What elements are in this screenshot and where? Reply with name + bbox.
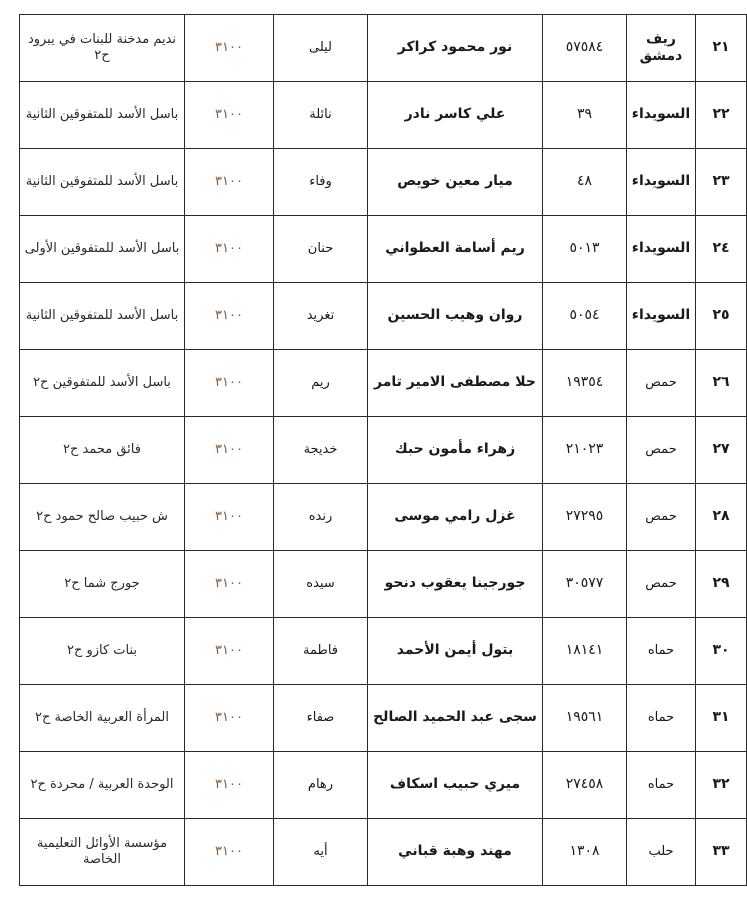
school-cell: نديم مدخنة للبنات في يبرود ح٢ [20, 15, 185, 82]
score-cell: ٣١٠٠ [185, 15, 274, 82]
table-row [20, 819, 747, 886]
mother-name-cell: فاطمة [274, 618, 368, 685]
exam-id-cell: ١٩٣٥٤ [543, 350, 627, 417]
mother-name-cell: رهام [274, 752, 368, 819]
student-name-cell: بتول أيمن الأحمد [368, 618, 543, 685]
mother-name-cell: وفاء [274, 149, 368, 216]
governorate-cell: ريف دمشق [627, 15, 696, 82]
student-name-cell: حلا مصطفى الامير تامر [368, 350, 543, 417]
exam-id-cell: ٥٠٥٤ [543, 283, 627, 350]
row-number-cell: ٢٦ [696, 350, 747, 417]
table-row [20, 685, 747, 752]
school-cell: فائق محمد ح٢ [20, 417, 185, 484]
row-number-cell: ٣٠ [696, 618, 747, 685]
exam-id-cell: ١٣٠٨ [543, 819, 627, 886]
exam-id-cell: ٢١٠٢٣ [543, 417, 627, 484]
mother-name-cell: حنان [274, 216, 368, 283]
table-row [20, 216, 747, 283]
student-name-cell: ميري حبيب اسكاف [368, 752, 543, 819]
student-name-cell: جورجينا يعقوب دنحو [368, 551, 543, 618]
score-cell: ٣١٠٠ [185, 618, 274, 685]
table-row [20, 149, 747, 216]
student-name-cell: سجى عبد الحميد الصالح [368, 685, 543, 752]
score-cell: ٣١٠٠ [185, 819, 274, 886]
school-cell: جورج شما ح٢ [20, 551, 185, 618]
mother-name-cell: سيده [274, 551, 368, 618]
student-name-cell: ريم أسامة العطواني [368, 216, 543, 283]
exam-id-cell: ٥٧٥٨٤ [543, 15, 627, 82]
student-name-cell: نور محمود كراكر [368, 15, 543, 82]
mother-name-cell: ليلى [274, 15, 368, 82]
governorate-cell: السويداء [627, 283, 696, 350]
student-name-cell: روان وهيب الحسين [368, 283, 543, 350]
governorate-cell: حماه [627, 685, 696, 752]
school-cell: باسل الأسد للمتفوقين الثانية [20, 82, 185, 149]
school-cell: باسل الأسد للمتفوقين الثانية [20, 283, 185, 350]
governorate-cell: حمص [627, 484, 696, 551]
governorate-cell: حمص [627, 417, 696, 484]
school-cell: المرأة العربية الخاصة ح٢ [20, 685, 185, 752]
school-cell: الوحدة العربية / محردة ح٢ [20, 752, 185, 819]
governorate-cell: حمص [627, 350, 696, 417]
score-cell: ٣١٠٠ [185, 283, 274, 350]
mother-name-cell: صفاء [274, 685, 368, 752]
governorate-cell: السويداء [627, 149, 696, 216]
student-name-cell: علي كاسر نادر [368, 82, 543, 149]
mother-name-cell: رنده [274, 484, 368, 551]
row-number-cell: ٢٨ [696, 484, 747, 551]
row-number-cell: ٣٢ [696, 752, 747, 819]
mother-name-cell: نائلة [274, 82, 368, 149]
row-number-cell: ٢٢ [696, 82, 747, 149]
table-row [20, 82, 747, 149]
table-row [20, 618, 747, 685]
row-number-cell: ٢٤ [696, 216, 747, 283]
school-cell: ش حبيب صالح حمود ح٢ [20, 484, 185, 551]
table-row [20, 551, 747, 618]
score-cell: ٣١٠٠ [185, 417, 274, 484]
row-number-cell: ٢٩ [696, 551, 747, 618]
table-row [20, 417, 747, 484]
student-name-cell: ميار معين خويص [368, 149, 543, 216]
mother-name-cell: أيه [274, 819, 368, 886]
school-cell: بنات كازو ح٢ [20, 618, 185, 685]
exam-id-cell: ٤٨ [543, 149, 627, 216]
exam-id-cell: ١٩٥٦١ [543, 685, 627, 752]
exam-id-cell: ٢٧٤٥٨ [543, 752, 627, 819]
score-cell: ٣١٠٠ [185, 82, 274, 149]
score-cell: ٣١٠٠ [185, 149, 274, 216]
score-cell: ٣١٠٠ [185, 484, 274, 551]
student-name-cell: زهراء مأمون حبك [368, 417, 543, 484]
row-number-cell: ٢٥ [696, 283, 747, 350]
exam-id-cell: ٣٩ [543, 82, 627, 149]
mother-name-cell: خديجة [274, 417, 368, 484]
student-name-cell: غزل رامي موسى [368, 484, 543, 551]
score-cell: ٣١٠٠ [185, 350, 274, 417]
row-number-cell: ٢١ [696, 15, 747, 82]
score-cell: ٣١٠٠ [185, 216, 274, 283]
mother-name-cell: تغريد [274, 283, 368, 350]
student-name-cell: مهند وهبة قباني [368, 819, 543, 886]
governorate-cell: حمص [627, 551, 696, 618]
row-number-cell: ٢٧ [696, 417, 747, 484]
governorate-cell: حماه [627, 618, 696, 685]
row-number-cell: ٣٣ [696, 819, 747, 886]
exam-id-cell: ٥٠١٣ [543, 216, 627, 283]
exam-id-cell: ٢٧٢٩٥ [543, 484, 627, 551]
exam-id-cell: ٣٠٥٧٧ [543, 551, 627, 618]
row-number-cell: ٢٣ [696, 149, 747, 216]
governorate-cell: حلب [627, 819, 696, 886]
score-cell: ٣١٠٠ [185, 752, 274, 819]
governorate-cell: حماه [627, 752, 696, 819]
table-row [20, 15, 747, 82]
mother-name-cell: ريم [274, 350, 368, 417]
table-row [20, 752, 747, 819]
results-table-body [20, 15, 747, 886]
school-cell: مؤسسة الأوائل التعليمية الخاصة [20, 819, 185, 886]
school-cell: باسل الأسد للمتفوقين الثانية [20, 149, 185, 216]
row-number-cell: ٣١ [696, 685, 747, 752]
governorate-cell: السويداء [627, 82, 696, 149]
table-row [20, 350, 747, 417]
exam-id-cell: ١٨١٤١ [543, 618, 627, 685]
governorate-cell: السويداء [627, 216, 696, 283]
score-cell: ٣١٠٠ [185, 685, 274, 752]
school-cell: باسل الأسد للمتفوقين ح٢ [20, 350, 185, 417]
score-cell: ٣١٠٠ [185, 551, 274, 618]
school-cell: باسل الأسد للمتفوقين الأولى [20, 216, 185, 283]
table-row [20, 283, 747, 350]
results-table [19, 14, 747, 886]
table-row [20, 484, 747, 551]
